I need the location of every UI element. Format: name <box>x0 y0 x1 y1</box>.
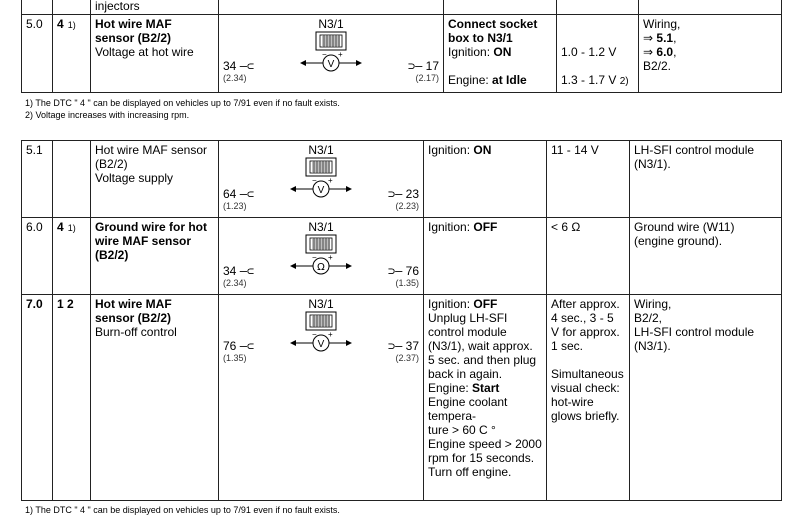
left-pin: 34 —⊂ (2.34) <box>223 264 255 288</box>
test-description: Ground wire for hot wire MAF sensor (B2/2) <box>91 218 219 295</box>
socket-box-icon <box>288 311 354 355</box>
dtc-cell: 1 2 <box>53 295 91 501</box>
left-pin: 76 —⊂ (1.35) <box>223 339 255 363</box>
left-pin: 34 —⊂ (2.34) <box>223 59 255 83</box>
svg-text:+: + <box>328 253 333 262</box>
svg-text:V: V <box>327 59 335 70</box>
footnote-2: 2) Voltage increases with increasing rpm. <box>25 110 190 120</box>
left-pin: 64 —⊂ (1.23) <box>223 187 255 211</box>
diagnostic-table-2 <box>21 140 782 501</box>
dtc-cell <box>53 141 91 218</box>
svg-text:V: V <box>317 339 325 350</box>
step-number: 7.0 <box>22 295 53 501</box>
footnote-3: 1) The DTC " 4 " can be displayed on vehicles up to 7/91 even if no fault exists. <box>25 505 340 515</box>
test-conditions: Connect socket box to N3/1 Ignition: ON Engine: at Idle <box>444 15 557 93</box>
socket-box-icon <box>288 234 354 278</box>
svg-text:+: + <box>338 50 343 59</box>
meter-diagram <box>219 15 444 93</box>
right-pin: ⊃— 23 (2.23) <box>387 187 419 211</box>
footnote-1: 1) The DTC " 4 " can be displayed on vehicles up to 7/91 even if no fault exists. <box>25 98 340 108</box>
voltmeter: N3/1 V − + <box>296 17 366 75</box>
nominal-value: 1.0 - 1.2 V 1.3 - 1.7 V 2) <box>557 15 639 93</box>
test-description: Hot wire MAF sensor (B2/2) Burn-off control <box>91 295 219 501</box>
socket-box-icon <box>288 157 354 201</box>
svg-text:V: V <box>317 185 325 196</box>
nominal-value: 11 - 14 V <box>547 141 630 218</box>
ohmmeter: N3/1 Ω − + <box>286 220 356 278</box>
step-number: 6.0 <box>22 218 53 295</box>
remedy: LH-SFI control module (N3/1). <box>630 141 782 218</box>
svg-text:−: − <box>312 253 317 262</box>
diagnostic-table-1 <box>21 0 782 93</box>
right-pin: ⊃— 17 (2.17) <box>407 59 439 83</box>
voltmeter: N3/1 V − + <box>286 297 356 355</box>
test-description: Hot wire MAF sensor (B2/2) Voltage supply <box>91 141 219 218</box>
remedy: Wiring, B2/2, LH-SFI control module (N3/1). <box>630 295 782 501</box>
test-conditions: Ignition: ON <box>424 141 547 218</box>
remedy: Wiring, ⇒ 5.1, ⇒ 6.0, B2/2. <box>639 15 782 93</box>
step-number: 5.0 <box>22 15 53 93</box>
meter-diagram <box>219 218 424 295</box>
right-pin: ⊃— 37 (2.37) <box>387 339 419 363</box>
dtc-cell: 4 1) <box>53 218 91 295</box>
test-conditions: Ignition: OFF Unplug LH-SFI control module (N3/1), wait approx. 5 sec. and then plug back in again. Engine: Start Engine coolant tempera- ture > 60 C ° Engine speed > 2000 rpm for 15 seconds. Turn off engine. <box>424 295 547 501</box>
remedy: Ground wire (W11) (engine ground). <box>630 218 782 295</box>
right-pin: ⊃— 76 (1.35) <box>387 264 419 288</box>
svg-text:Ω: Ω <box>317 262 325 273</box>
test-description: Hot wire MAF sensor (B2/2) Voltage at hot wire <box>91 15 219 93</box>
svg-text:+: + <box>328 176 333 185</box>
nominal-value: < 6 Ω <box>547 218 630 295</box>
socket-box-icon <box>298 31 364 75</box>
meter-diagram <box>219 295 424 501</box>
svg-text:−: − <box>312 330 317 339</box>
svg-text:−: − <box>312 176 317 185</box>
svg-text:+: + <box>328 330 333 339</box>
nominal-value: After approx. 4 sec., 3 - 5 V for approx. 1 sec. Simultaneous visual check: hot-wire glows briefly. <box>547 295 630 501</box>
test-conditions: Ignition: OFF <box>424 218 547 295</box>
prev-row-stub: injectors <box>91 0 219 15</box>
voltmeter: N3/1 V − + <box>286 143 356 201</box>
step-number: 5.1 <box>22 141 53 218</box>
svg-text:−: − <box>322 50 327 59</box>
dtc-cell: 4 1) <box>53 15 91 93</box>
meter-diagram <box>219 141 424 218</box>
